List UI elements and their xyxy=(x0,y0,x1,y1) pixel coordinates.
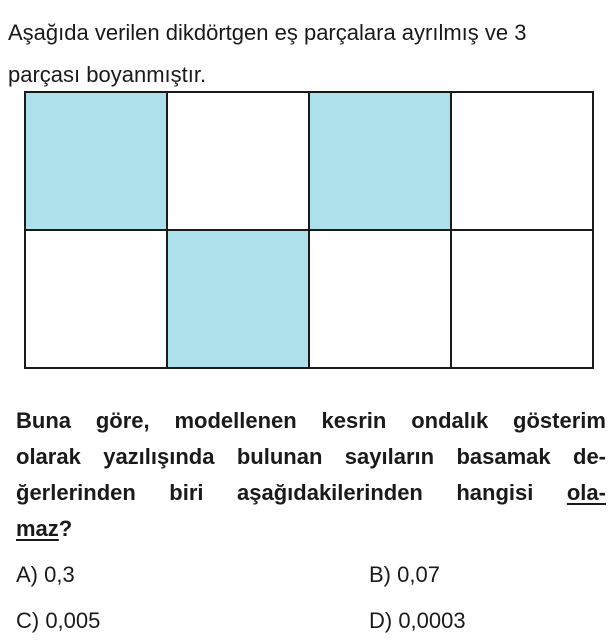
question-word: bulunan xyxy=(236,444,323,469)
intro-line-1: Aşağıda verilen dikdörtgen eş parçalara ayrılmış ve 3 xyxy=(8,20,527,45)
intro-line-2: parçası boyanmıştır. xyxy=(8,62,207,87)
intro-text xyxy=(8,12,604,96)
model-cell-shaded xyxy=(26,93,166,229)
option-d[interactable]: D) 0,0003 xyxy=(369,608,466,633)
question-word: yazılışında xyxy=(103,444,215,469)
question-word: hangisi xyxy=(456,480,534,505)
question-line-2 xyxy=(16,439,606,475)
question-line-4 xyxy=(16,511,606,547)
option-a[interactable]: A) 0,3 xyxy=(16,562,75,587)
question-word: biri xyxy=(169,480,204,505)
model-cell xyxy=(26,231,166,367)
question-word-underlined: maz xyxy=(16,516,59,541)
question-word: Buna xyxy=(16,408,71,433)
question-word: ğerlerinden xyxy=(16,480,136,505)
option-b[interactable]: B) 0,07 xyxy=(369,562,440,587)
question-word: kesrin xyxy=(321,408,387,433)
question-word: olarak xyxy=(16,444,81,469)
question-word: göre, xyxy=(95,408,150,433)
question-word-underlined: ola- xyxy=(566,480,606,505)
model-cell xyxy=(452,93,592,229)
question-mark: ? xyxy=(58,516,73,541)
model-cell-shaded xyxy=(310,93,450,229)
question-word: basamak xyxy=(456,444,551,469)
question-word: ondalık xyxy=(411,408,489,433)
question-word: gösterim xyxy=(513,408,606,433)
question-line-3 xyxy=(16,475,606,511)
question-word: modellenen xyxy=(174,408,297,433)
model-cell xyxy=(310,231,450,367)
model-cell-shaded xyxy=(168,231,308,367)
model-cell xyxy=(168,93,308,229)
option-c[interactable]: C) 0,005 xyxy=(16,608,101,633)
question-word: sayıların xyxy=(344,444,435,469)
question-word: aşağıdakilerinden xyxy=(237,480,423,505)
question-text xyxy=(16,403,606,547)
model-cell xyxy=(452,231,592,367)
rectangle-model xyxy=(24,91,594,369)
question-line-1 xyxy=(16,403,606,439)
question-word: de- xyxy=(573,444,606,469)
